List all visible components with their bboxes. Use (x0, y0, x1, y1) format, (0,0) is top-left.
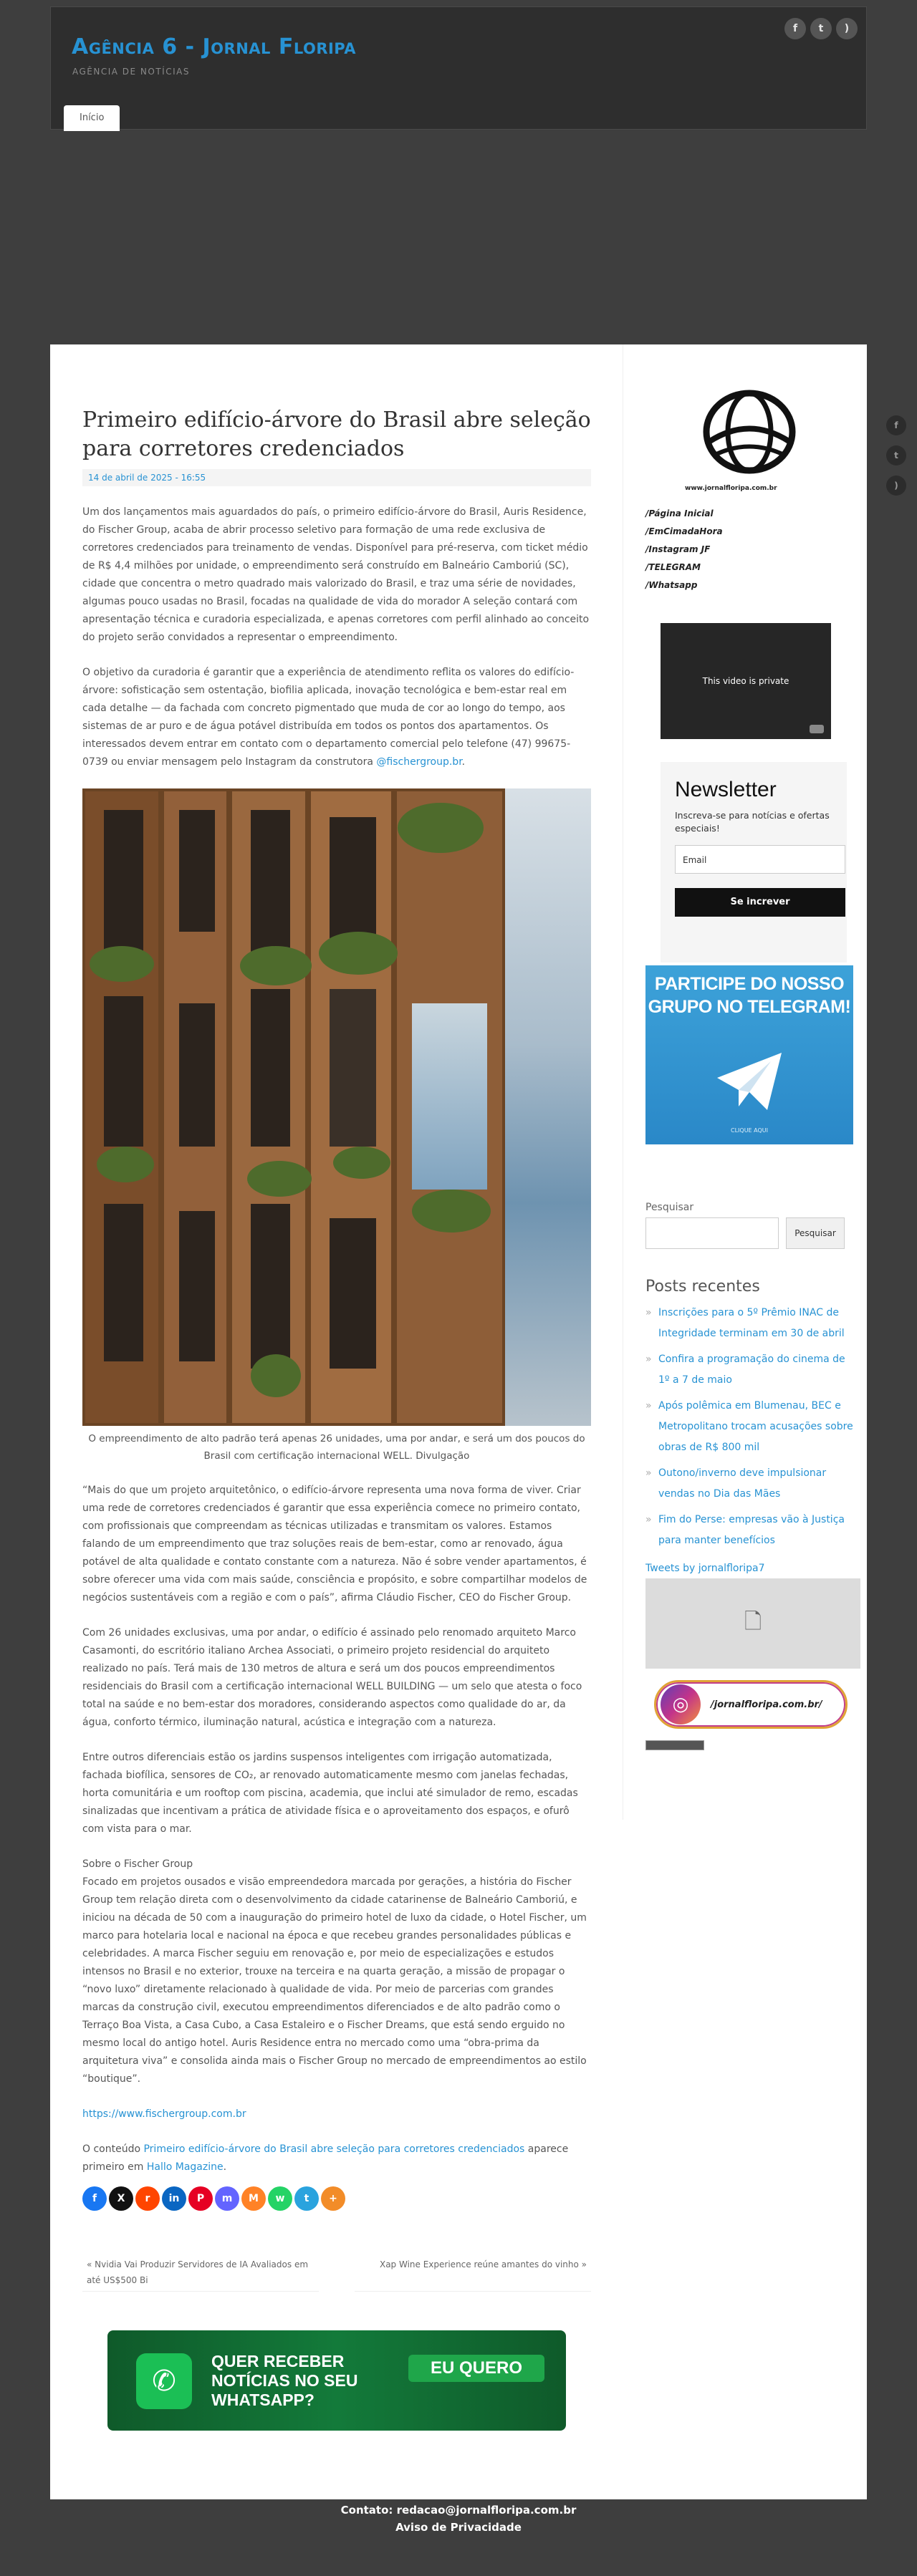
search-label: Pesquisar (645, 1202, 694, 1213)
window (251, 810, 290, 953)
rss-icon[interactable]: ) (886, 476, 906, 496)
header-social-icons (784, 18, 858, 39)
counter-badge (645, 1740, 704, 1750)
tweets-embed[interactable] (645, 1578, 860, 1669)
video-embed[interactable] (661, 623, 831, 739)
sidebar-link-emcimadahora[interactable]: /EmCimadaHora (645, 526, 723, 536)
site-description: AGÊNCIA DE NOTÍCIAS (72, 67, 190, 77)
banner-line: QUER RECEBER (211, 2352, 345, 2370)
post-date[interactable]: 14 de abril de 2025 - 16:55 (82, 469, 591, 486)
source-text: O conteúdo (82, 2143, 144, 2155)
whatsapp-banner-text (211, 2352, 357, 2410)
share-buttons (82, 2186, 591, 2211)
plant (240, 946, 312, 985)
previous-post-link[interactable]: « Nvidia Vai Produzir Servidores de IA Avaliados em até US$500 Bi (82, 2254, 319, 2292)
newsletter-box (661, 762, 847, 963)
recent-post-link[interactable]: » Inscrições para o 5º Prêmio INAC de Integridade terminam em 30 de abril (645, 1303, 853, 1344)
recent-posts-list (645, 1303, 853, 1551)
window (104, 810, 143, 953)
mastodon-share-icon[interactable]: m (215, 2186, 239, 2211)
recent-posts-title: Posts recentes (645, 1278, 760, 1296)
logo-url-text: www.jornalfloripa.com.br (685, 485, 777, 492)
facebook-icon[interactable]: f (784, 18, 806, 39)
source-article-link[interactable]: Primeiro edifício-árvore do Brasil abre seleção para corretores credenciados (143, 2143, 525, 2155)
telegram-click-text: CLIQUE AQUI (731, 1127, 768, 1134)
broken-document-icon: 🗋 (744, 1608, 762, 1634)
post-paragraph: Um dos lançamentos mais aguardados do país, o primeiro edifício-árvore do Brasil, Auris Residence, do Fischer Group, acaba de abrir processo seletivo para formação de uma rede exclusiva de corretores credenciados para treinamento de vendas. Disponível para pré-reserva, com ticket médio de R$ 4,4 milhões por unidade, o empreendimento será construído em Balneário Camboriú (SC), cidade que concentra o metro quadrado mais valorizado do Brasil, e traz uma série de novidades, algumas pouco usadas no Brasil, focadas na qualidade de vida do morador A seleção contará com apresentação técnica e curadoria especializada, e apenas corretores com perfil alinhado ao conceito do projeto serão convidados a representar o empreendimento. (82, 506, 590, 643)
footer-contact[interactable]: Contato: redacao@jornalfloripa.com.br (340, 2504, 577, 2517)
recent-post-link[interactable]: » Após polêmica em Blumenau, BEC e Metropolitano trocam acusações sobre obras de R$ 800 mil (645, 1396, 853, 1458)
instagram-handle: /jornalfloripa.com.br/ (711, 1699, 822, 1710)
recent-post-link[interactable]: » Outono/inverno deve impulsionar vendas no Dia das Mães (645, 1463, 853, 1505)
post-paragraph: O objetivo da curadoria é garantir que a experiência de atendimento reflita os valores do edifício-árvore: sofisticação sem ostentação, biofilia aplicada, inovação tecnológica e bem-estar real em cada detalhe — da fachada com concreto pigmentado que muda de cor ao longo do tempo, aos sistemas de ar puro e de água potável distribuída em todos os pontos dos apartamentos. Os interessados devem entrar em contato com o departamento comercial pelo telefone (47) 99675-0739 ou enviar mensagem pelo Instagram da construtora @fischergroup.br. (82, 667, 575, 768)
rss-icon[interactable]: ) (836, 18, 858, 39)
window (330, 1218, 376, 1369)
plant (251, 1354, 301, 1397)
newsletter-email-input[interactable]: Email (675, 845, 845, 874)
window (330, 989, 376, 1147)
sidebar-link-instagram[interactable]: /Instagram JF (645, 544, 711, 554)
paragraph-text: Focado em projetos ousados e visão empreendedora marcada por gerações, a história do Fischer Group tem relação direta com o desenvolvimento da cidade catarinense de Balneário Camboriú, e iniciou na década de 50 com a inauguração do primeiro hotel de luxo da cidade, o Hotel Fischer, um marco para hotelaria local e nacional na época e que recebeu grandes personalidades públicas e celebridades. A marca Fischer seguiu em renovação e, por meio de especializações e estudos intensos no Brasil e no exterior, trouxe na terceira e na quarta geração, a missão de propagar o “novo luxo” diretamente relacionado à qualidade de vida. Por meio de parcerias com grandes marcas da construção civil, executou empreendimentos diferenciados e de alto padrão como o Terraço Boa Vista, a Casa Cubo, a Casa Estaleiro e o Fischer Dreams, que está sendo erguido no mesmo local do antigo hotel. Auris Residence entra no mercado como uma “obra-prima da arquitetura viva” e consolida ainda mais o Fischer Group no mercado de empreendimentos ao estilo “boutique”. (82, 1876, 587, 2085)
newsletter-subscribe-button[interactable]: Se increver (675, 888, 845, 917)
site-header (50, 6, 867, 130)
window (179, 810, 215, 932)
source-text: . (223, 2161, 227, 2173)
source-note (82, 2141, 591, 2176)
post-title: Primeiro edifício-árvore do Brasil abre seleção para corretores credenciados (82, 407, 591, 461)
telegram-icon (714, 1046, 785, 1117)
plant (247, 1161, 312, 1197)
floating-social-icons (886, 415, 906, 496)
more-share-icon[interactable]: + (321, 2186, 345, 2211)
reddit-share-icon[interactable]: r (135, 2186, 160, 2211)
plant (319, 932, 398, 975)
post-paragraph: Com 26 unidades exclusivas, uma por andar, o edifício é assinado pelo renomado arquiteto Marco Casamonti, do escritório italiano Archea Associati, o primeiro projeto residencial do arquiteto realizado no país. Terá mais de 130 metros de altura e será um dos poucos empreendimentos residenciais do Brasil com a certificação internacional WELL BUILDING — um selo que atesta o foco total na saúde e no bem-estar dos moradores, considerando aspectos como qualidade do ar, da água, conforto térmico, iluminação natural, acústica e integração com a natureza. (82, 1627, 582, 1728)
banner-line: PARTICIPE DO NOSSO (654, 974, 845, 994)
twitter-icon[interactable]: t (810, 18, 832, 39)
article (82, 406, 591, 2431)
plant (333, 1147, 390, 1179)
newsletter-subtitle: Inscreva-se para notícias e ofertas especiais! (675, 810, 830, 834)
whatsapp-icon: ✆ (136, 2353, 192, 2409)
window (104, 1204, 143, 1361)
post-paragraph (82, 2105, 591, 2123)
globe-logo-icon (696, 387, 803, 484)
plant (412, 1190, 491, 1232)
tweets-link[interactable]: Tweets by jornalfloripa7 (645, 1563, 765, 1574)
recent-post-link[interactable]: » Confira a programação do cinema de 1º a 7 de maio (645, 1349, 853, 1391)
paragraph-text: O objetivo da curadoria é garantir que a experiência de atendimento reflita os valores do edifício-árvore: sofisticação sem ostentação, biofilia aplicada, inovação tecnológica e bem-estar real em cada detalhe — da fachada com concreto pigmentado que muda de cor ao longo do tempo, aos sistemas de ar puro e de água potável distribuída em todos os pontos dos apartamentos. Os interessados devem entrar em contato com o departamento comercial pelo telefone (47) 99675-0739 ou enviar mensagem pelo Instagram da construtora (82, 667, 575, 768)
post-paragraph (82, 1856, 591, 2088)
instagram-icon: ◎ (661, 1684, 701, 1724)
x-share-icon[interactable]: X (109, 2186, 133, 2211)
window (179, 1003, 215, 1147)
sidebar (645, 387, 853, 1750)
whatsapp-banner[interactable] (107, 2330, 566, 2431)
youtube-icon (810, 725, 824, 733)
sidebar-link-telegram[interactable]: /TELEGRAM (645, 562, 701, 572)
post-paragraph: “Mais do que um projeto arquitetônico, o edifício-árvore representa uma nova forma de viver. Criar uma rede de corretores credenciados é garantir que essa experiência comece no primeiro contato, com profissionais que compreendam as técnicas utilizadas e transmitam os valores. Estamos falando de um empreendimento que traz soluções reais de bem-estar, como ar renovado, água potável de alta qualidade e contato constante com a natureza. Não é sobre vender apartamentos, é sobre oferecer uma vida com mais saúde, consciência e propósito, e sobre compartilhar modelos de negócios sustentáveis com a região e com o país”, afirma Cláudio Fischer, CEO do Fischer Group. (82, 1485, 587, 1603)
footer (0, 2502, 917, 2536)
sidebar-links (645, 505, 853, 594)
plant (90, 946, 154, 982)
post-paragraph: Entre outros diferenciais estão os jardins suspensos inteligentes com irrigação automatizada, fachada biofílica, sensores de CO₂, ar renovado automaticamente mesmo com janelas fechadas, horta comunitária e um rooftop com piscina, academia, que inclui até simulador de remo, escadas sinalizadas que incentivam a prática de atividade física e o aproveitamento dos espaços, e ofurô com vista para o mar. (82, 1752, 578, 1835)
next-post-link[interactable]: Xap Wine Experience reúne amantes do vinho » (355, 2254, 591, 2292)
mix-share-icon[interactable]: M (241, 2186, 266, 2211)
facebook-share-icon[interactable]: f (82, 2186, 107, 2211)
telegram-banner[interactable] (645, 965, 853, 1144)
telegram-banner-text (645, 973, 853, 1018)
instagram-link[interactable]: @fischergroup.br (376, 756, 462, 768)
window (104, 996, 143, 1147)
instagram-badge[interactable] (654, 1680, 848, 1729)
banner-line: WHATSAPP? (211, 2391, 315, 2409)
window-view (412, 1003, 487, 1190)
twitter-icon[interactable]: t (886, 445, 906, 465)
sidebar-link-whatsapp[interactable]: /Whatsapp (645, 580, 698, 590)
search-input[interactable] (645, 1217, 779, 1249)
pinterest-share-icon[interactable]: P (188, 2186, 213, 2211)
window (251, 1204, 290, 1369)
video-private-text: This video is private (702, 676, 789, 686)
main-content-area (50, 344, 867, 2499)
site-title[interactable]: Agência 6 - Jornal Floripa (72, 34, 357, 59)
source-site-link[interactable]: Hallo Magazine (146, 2161, 224, 2173)
source-text: aparece primeiro em (82, 2143, 569, 2173)
window (330, 817, 376, 946)
section-heading: Sobre o Fischer Group (82, 1858, 193, 1870)
whatsapp-join-button[interactable]: EU QUERO (408, 2355, 544, 2382)
banner-line: NOTÍCIAS NO SEU (211, 2371, 358, 2390)
footer-privacy-link[interactable]: Aviso de Privacidade (395, 2521, 522, 2534)
building-photo (82, 788, 591, 1426)
nav-home-tab[interactable]: Início (64, 105, 120, 131)
newsletter-title: Newsletter (675, 778, 777, 801)
telegram-share-icon[interactable]: t (294, 2186, 319, 2211)
sidebar-link-home[interactable]: /Página Inicial (645, 508, 714, 518)
banner-line: GRUPO NO TELEGRAM! (648, 997, 851, 1017)
sky-background (505, 788, 591, 1426)
window (179, 1211, 215, 1361)
site-logo[interactable] (645, 387, 853, 495)
whatsapp-share-icon[interactable]: w (268, 2186, 292, 2211)
plant (97, 1147, 154, 1182)
linkedin-share-icon[interactable]: in (162, 2186, 186, 2211)
fischer-site-link[interactable]: https://www.fischergroup.com.br (82, 2108, 246, 2120)
post-navigation (82, 2254, 591, 2292)
image-caption: O empreendimento de alto padrão terá apenas 26 unidades, uma por andar, e será um dos poucos do Brasil com certificação internacional WELL. Divulgação (88, 1433, 585, 1462)
plant (398, 803, 484, 853)
facebook-icon[interactable]: f (886, 415, 906, 435)
recent-post-link[interactable]: » Fim do Perse: empresas vão à Justiça para manter benefícios (645, 1510, 853, 1551)
window (251, 989, 290, 1147)
search-button[interactable]: Pesquisar (786, 1217, 845, 1249)
search-form (645, 1217, 853, 1249)
